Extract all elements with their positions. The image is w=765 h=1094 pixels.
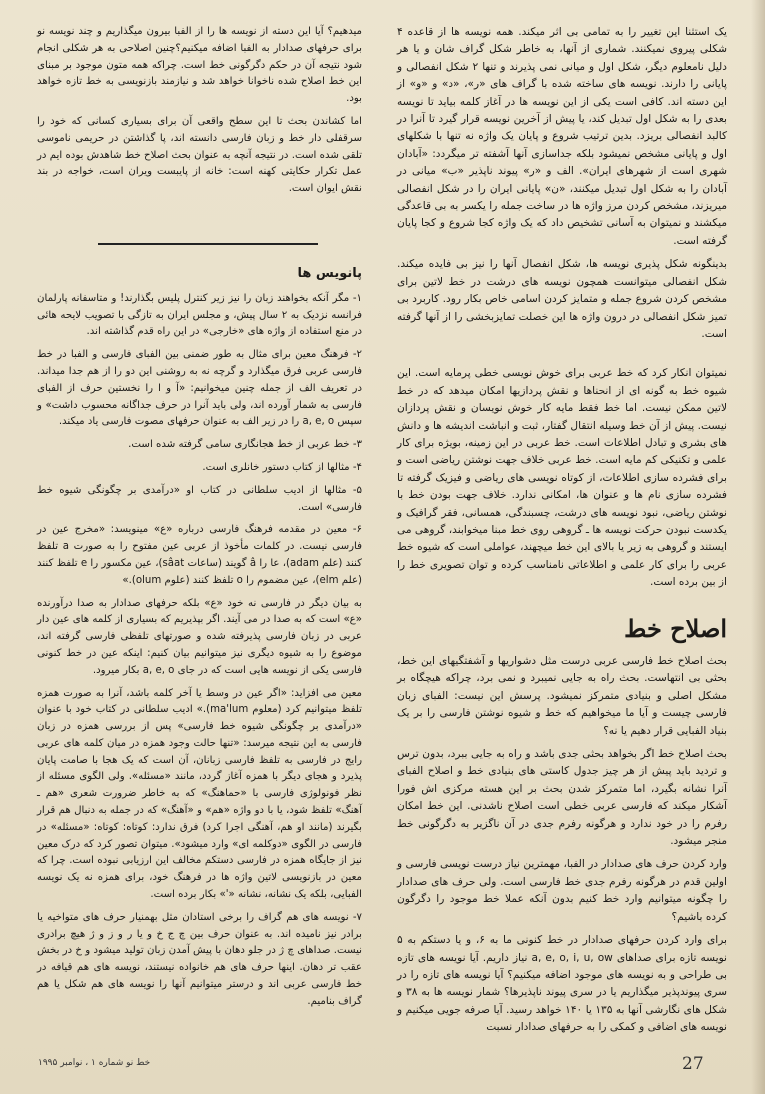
footnote: معین می افزاید: «اگر عین در وسط یا آخر کلمه باشد، آنرا به صورت همزه تلفظ میتوانیم کرد (معلوم ma'lum).» ادیب سلطانی در کتاب خود با عنوان «درآمدی بر چگونگی شیوه خط فارسی» پس از بررسی همزه در زبان فارسی به این نتیجه میرسد: «تنها حالت وجود همزه در میان کلمه های عربی رایج در فارسی به تلفظ فارسی زبانان، آن است که یک هجا با صامت پایان پذیرد و هجای دیگر با همزه آغاز گردد، مانند «مسئله». ولی الگوی مسئله از نظر فونولوژی فارسی با «حماهنگ» که به خاطر ضرورت شعری «هم ـ آهنگ» تلفظ شود، یا با دو واژه «هم» و «آهنگ» که در جمله به دنبال هم قرار بگیرند (مانند او هم، آهنگی اجرا کرد) فرق ندارد: کوتاه: کوتاه: «مسئله» در فارسی در الگوی «دوکلمه ای» وارد میشود». میتوان تصور کرد که درک معین نیز از جایگاه همزه در فارسی دستکم مخالف این ارزیابی نبوده است. چرا که معین در بازنویسی لاتین واژه ها در فرهنگ خود، برای همزه نه یک نویسه الفبایی، بلکه یک نشانه، نشانه «'» بکار برده است.	[37, 687, 362, 901]
paragraph: بحث اصلاح خط اگر بخواهد بحثی جدی باشد و راه به جایی ببرد، بدون ترس و تردید باید پیش از هر چیز جدول کاستی های بنیادی خط و اصلاح الفبای آنرا نشانه بگیرد، اما متمرکز شدن بحث بر این هسته مرکزی اش فورا آشکار میکند که فارسی عربی خطی است اصلاح ناشدنی. این خط امکان رفرم را در خود ندارد و هرگونه رفرم جدی در آن ناگزیر به دگرگونی خط منجر میشود.	[397, 748, 727, 848]
section-divider	[98, 243, 318, 245]
footnote: ۳- خط عربی از خط هجانگاری سامی گرفته شده است.	[128, 439, 362, 451]
paragraph: نمیتوان انکار کرد که خط عربی برای خوش نویسی خطی پرمایه است. این شیوه خط به گونه ای از انحناها و نقش پردازیها امکان میدهد که در خط لاتین ممکن نیست. اما خط فقط مایه کار خوش نویسان و نقش پردازان نیست. پیش از آن خط وسیله انتقال گفتار، ثبت و انباشت اندیشه ها و دانش های بشری و تبادل اطلاعات است. خط عربی در این زمینه، بویژه برای کار علمی و تکنیکی کم مایه است. خط عربی خلاف جهت نوشتن ریاضی است و برای فشرده سازی اطلاعات، از کوتاه نویسی های ریاضی و فیزیک گرفته تا فشرده سازی نام ها و عنوان ها، امکانی ندارد. خلاف جهت بودن خط با نوشتن ریاضی، نبود نویسه های درشت، چسبندگی، همسانی، فقر گرافیک و یکدست نبودن حرکت نویسه ها ـ گروهی روی خط مبنا میخوابند، گروهی می ایستند و گروهی به زیر یا بالای این خط میچهند، عواملی است که شیوه خط عربی را برای کار علمی و اطلاعاتی نامناسب کرده و توان تصویری خط را از بین برده است.	[396, 367, 727, 589]
footnote: ۱- مگر آنکه بخواهند زبان را نیز زیر کنترل پلیس بگذارند! و متاسفانه پارلمان فرانسه نزدیک به ۲ سال پیش، و مجلس ایران به تازگی با تصویب لایحه هائی در منع استفاده از واژه های «خارجی» در این راه قدم گذاشته اند.	[37, 292, 362, 338]
footnote: ۲- فرهنگ معین برای مثال به طور ضمنی بین الفبای فارسی و الفبا در خط فارسی عربی فرق میگذارد و گرچه نه به روشنی این دو را از هم جدا میداند. در تعریف الف از جمله چنین میخوانیم: «آ و ا را نخستین حرف از الفبای فارسی به شمار آورده اند، ولی باید آنرا در حرف جداگانه محسوب داشت» و سپس a, e, o را در زیر الف به عنوان حرفهای مصوت فارسی یاد میکند.	[37, 349, 362, 428]
paragraph: یک استثنا این تغییر را به تمامی بی اثر میکند. همه نویسه ها از قاعده ۴ شکلی پیروی نمیکنند. شماری از آنها، به خاطر شکل گراف شان و یا هر دلیل نامعلوم دیگر، شکل اول و میانی نمی پذیرند و تنها ۲ شکل انفصالی و پایانی را دارند. نویسه های ساخته شده با گراف های «ر»، «د» و «و» از این دسته اند. کافی است یکی از این نویسه ها در آغاز کلمه بیاید تا نویسه بعدی را به شکل اول تبدیل کند، یا پیش از آخرین نویسه قرار گیرد تا آنرا در کالبد انفصالی بریزد. بدین ترتیب شروع و پایان یک واژه نه تنها با شکلهای اول و پایانی مشخص نمیشود بلکه جداسازی آنها آشفته تر میگردد: «آبادان شهری است از شهرهای ایران». الف و «ر» پیوند ناپذیر «ب» میانی در آبادان را به شکل اول تبدیل میکنند، «ن» پایانی ایران را در شکل انفصالی میریزند، مشخص کردن مرز واژه ها در ساخت جمله را یکسر به بی قاعدگی میکشند و نمیتوان به آسانی تشخیص داد که یک واژه کجا شروع و کجا پایان گرفته است.	[397, 26, 727, 247]
divider-space	[37, 204, 362, 256]
paragraph: بدینگونه شکل پذیری نویسه ها، شکل انفصال آنها را نیز بی فایده میکند. شکل انفصالی میتوانست همچون نویسه های درشت در خط لاتین برای مشخص کردن شروع جمله و متمایز کردن اسامی خاص بکار رود. کاربرد بی تمیز شکل انفصالی در درون واژه ها این خصلت تمایزبخشی را از آنها گرفته است.	[397, 258, 727, 340]
paragraph: اما کشاندن بحث تا این سطح واقعی آن برای بسیاری کسانی که خود را سرقفلی دار خط و زبان فارسی دانسته اند، پا گذاشتن در حریمی ناموسی تلقی شده است. در نتیجه آنچه به عنوان بحث اصلاح خط شاهدش بوده ایم در عمل تکرار حکایتی کهنه است: خانه از پایبست ویران است، خواجه در بند نقش ایوان است.	[37, 115, 362, 195]
page-number: 27	[682, 1054, 704, 1074]
section-title: اصلاح خط	[624, 613, 727, 643]
footnotes-heading: پانویس ها	[297, 265, 362, 281]
right-column	[397, 24, 727, 1043]
footnote: ۶- معین در مقدمه فرهنگ فارسی درباره «ع» مینویسد: «مخرج عین در فارسی نیست. در کلمات مأخوذ از عربی عین مفتوح را به صورت a تلفظ کنند (علم adam)، عا را â گویند (ساعات sâat)، عین مکسور را e تلفظ کنند (علم elm)، عین مضموم را o تلفظ کنند (علوم olum).»	[37, 524, 362, 586]
footnote: به بیان دیگر در فارسی نه خود «ع» بلکه حرفهای صدادار به صدا درآورنده «ع» است که به صدا در می آیند. اگر بپذیریم که بسیاری از کلمه های عین دار عربی در زبان فارسی پذیرفته شده و صورتهای تلفظی فارسی گرفته اند، موضوع را به شیوه دیگری نیز میتوانیم بیان کنیم: اینکه عین در خط کنونی فارسی یکی از نویسه هایی است که در جای a, e, o بکار میرود.	[37, 597, 362, 676]
paragraph: برای وارد کردن حرفهای صدادار در خط کنونی ما به ۶، و یا دستکم به ۵ نویسه تازه برای صداهای a, e, o, i, u, ow نیاز داریم. آیا نویسه های تازه بی طراحی و به نویسه های موجود اضافه میکنیم؟ آیا نویسه های تازه را در سری پیوندپذیر میگذاریم یا در سری پیوند ناپذیرها؟ شمار نویسه ها به ۳۸ و شکل های نگارشی آنها به ۱۳۵ یا ۱۴۰ خواهد رسید. آیا صرفه جویی میکنیم و نویسه های اضافی و کمکی را به حرفهای صدادار نسبت	[397, 934, 728, 1034]
page-footer: خط نو شماره ۱ ، نوامبر ۱۹۹۵	[38, 1058, 151, 1068]
paragraph: میدهیم؟ آیا این دسته از نویسه ها را از الفبا بیرون میگذاریم و چند نویسه نو برای حرفهای صدادار به الفبا اضافه میکنیم؟چنین اصلاحی به هر شکلی انجام شود نتیجه آن در حکم دگرگونی خط است. چراکه همه متون موجود بر مبنای این خط اصلاح شده ناخوانا خواهد شد و نیازمند بازنویسی به خط تازه خواهد بود.	[37, 26, 362, 105]
page-binding-shadow	[751, 0, 765, 1094]
footnote: ۴- مثالها از کتاب دستور خانلری است.	[202, 461, 362, 473]
paragraph: بحث اصلاح خط فارسی عربی درست مثل دشواریها و آشفتگیهای این خط، بحثی بی انتهاست. بحث راه به جایی نمیبرد و نمی برد، چراکه هیچگاه بر مشکل اصلی و بنیادی متمرکز نمیشود. پرسش این نیست: الفبای زبان فارسی چیست و آیا ما میخواهیم که خط و شیوه نوشتن فارسی را بر یک بنیاد الفبایی قرار دهیم یا نه؟	[397, 655, 727, 737]
footnote: ۷- نویسه های هم گراف را برخی استادان مثل بهمنیار حرف های متواخیه یا برادر نیز نامیده اند. به عنوان حرف بین چ ج خ و یا ر و ز و ژ هیچ برادری نیست. صداهای چ ژ در جلو دهان با پیش آمدن زبان تولید میشود و خ در بخش عقب تر دهان. اینها حرف های هم خانواده نیستند، نویسه های هم قیافه در خط فارسی عربی اند و درستر میتوانیم آنها را نویسه های هم شکل یا هم گراف بنامیم.	[37, 911, 362, 1007]
left-column	[37, 24, 362, 1017]
paragraph: وارد کردن حرف های صدادار در الفبا، مهمترین نیاز درست نویسی فارسی و اولین قدم در هرگونه رفرم جدی خط فارسی است. ولی حرف های صدادار را چگونه میتوانیم وارد خط کنیم بدون آنکه عملا خط موجود را دگرگون کرده باشیم؟	[397, 858, 727, 923]
footnote: ۵- مثالها از ادیب سلطانی در کتاب او «درآمدی بر چگونگی شیوه خط فارسی» است.	[37, 484, 362, 513]
